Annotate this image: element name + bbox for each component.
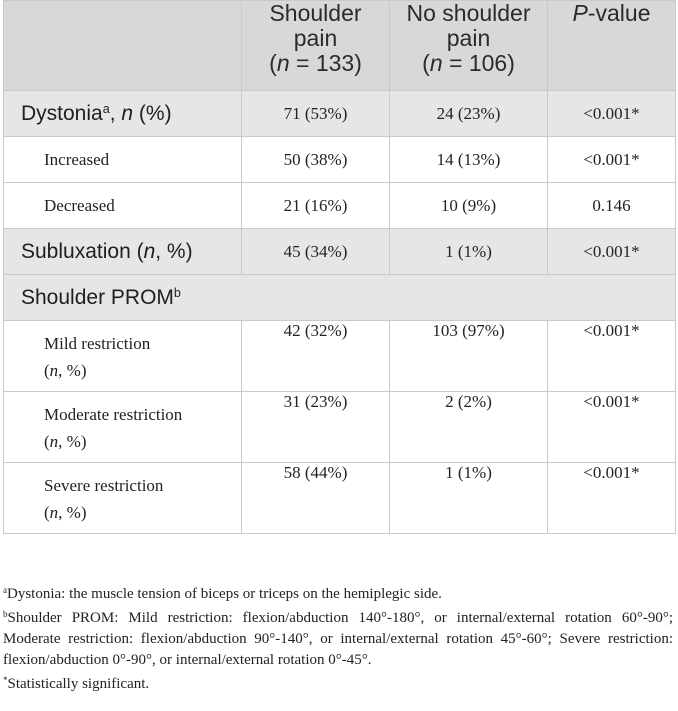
row-label: Moderate restriction (n, %) (4, 392, 242, 463)
cell-shoulder-pain: 50 (38%) (242, 137, 390, 183)
row-label: Shoulder PROM$^b$ (4, 275, 676, 321)
table-row-severe-restriction (4, 463, 676, 534)
cell-no-shoulder-pain: 1 (1%) (390, 463, 548, 534)
footnote-star: *Statistically significant. (3, 675, 150, 692)
table-row-shoulder-prom (4, 275, 676, 321)
cell-no-shoulder-pain: 2 (2%) (390, 392, 548, 463)
cell-p-value: 0.146 (548, 183, 676, 229)
cell-p-value: <0.001* (548, 392, 676, 463)
header-no-shoulder-pain-line2: pain (446, 25, 491, 51)
cell-no-shoulder-pain: 24 (23%) (390, 91, 548, 137)
header-p-value: P-value (548, 1, 676, 91)
footnote-b: $^b$Shoulder PROM: Mild restriction: flexion/abduction 140°-180°, or internal/external rotation 60°-90°; Moderate restriction: flexion/abduction 90°-140°, or internal/external rotation 45°-60°; Severe restriction: flexion/abduction 0°-90°, or internal/external rotation 0°-45°. (3, 609, 673, 668)
row-label: Subluxation (n, %) (4, 229, 242, 275)
row-label: Increased (4, 137, 242, 183)
row-label: Severe restriction (n, %) (4, 463, 242, 534)
cell-shoulder-pain: 71 (53%) (242, 91, 390, 137)
row-label: Dystonia$^a$, n (%) (4, 91, 242, 137)
cell-shoulder-pain: 58 (44%) (242, 463, 390, 534)
table-row-increased (4, 137, 676, 183)
header-shoulder-pain-line2: pain (293, 25, 338, 51)
table-footnotes (3, 582, 673, 695)
cell-shoulder-pain: 45 (34%) (242, 229, 390, 275)
cell-no-shoulder-pain: 1 (1%) (390, 229, 548, 275)
header-row (4, 1, 676, 91)
header-empty-cell (4, 1, 242, 91)
header-shoulder-pain (242, 1, 390, 91)
table-row-mild-restriction (4, 321, 676, 392)
table-row-moderate-restriction (4, 392, 676, 463)
table-row-decreased (4, 183, 676, 229)
table-row-subluxation (4, 229, 676, 275)
cell-p-value: <0.001* (548, 463, 676, 534)
cell-no-shoulder-pain: 10 (9%) (390, 183, 548, 229)
cell-no-shoulder-pain: 103 (97%) (390, 321, 548, 392)
cell-p-value: <0.001* (548, 229, 676, 275)
cell-shoulder-pain: 31 (23%) (242, 392, 390, 463)
footnote-a: $^a$Dystonia: the muscle tension of biceps or triceps on the hemiplegic side. (3, 585, 442, 602)
header-shoulder-pain-line1: Shoulder (269, 0, 362, 26)
cell-shoulder-pain: 21 (16%) (242, 183, 390, 229)
header-no-shoulder-pain-n: (n = 106) (422, 50, 515, 76)
cell-shoulder-pain: 42 (32%) (242, 321, 390, 392)
data-table (3, 0, 676, 534)
cell-p-value: <0.001* (548, 91, 676, 137)
header-shoulder-pain-n: (n = 133) (269, 50, 362, 76)
header-no-shoulder-pain (390, 1, 548, 91)
table-row-dystonia (4, 91, 676, 137)
cell-p-value: <0.001* (548, 137, 676, 183)
cell-p-value: <0.001* (548, 321, 676, 392)
row-label: Decreased (4, 183, 242, 229)
header-no-shoulder-pain-line1: No shoulder (406, 0, 531, 26)
row-label: Mild restriction (n, %) (4, 321, 242, 392)
cell-no-shoulder-pain: 14 (13%) (390, 137, 548, 183)
